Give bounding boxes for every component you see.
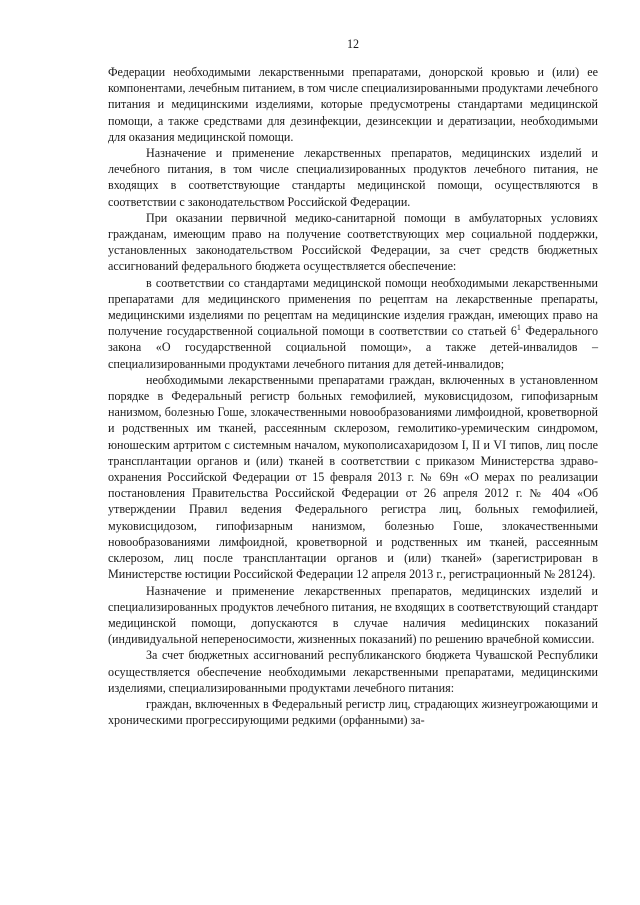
paragraph-6: Назначение и применение лекарственных препаратов, медицинских изделий и специализированных продуктов лечебного питания, не входящих в соответствующий стандарт медицинской помощи, допускаются в случае наличия меdицинских показаний (индивидуальной непереносимости, жизненных показаний) по решению врачебной комиссии. — [108, 583, 598, 647]
paragraph-4 — [108, 275, 598, 372]
article-superscript: 1 — [516, 323, 521, 333]
paragraph-3: При оказании первичной медико-санитарной помощи в амбулаторных условиях гражданам, имеющим право на получение соответствующих мер социальной поддержки, установленных законодательством Российской Федерации, за счет средств бюджетных ассигнований федерального бюджета осуществляется обеспечение: — [108, 210, 598, 274]
paragraph-4-text-before: в соответствии со стандартами медицинской помощи необходимыми лекарственными препаратами для медицинского применения по рецептам на лекарственные препараты, медицинскими изделиями по рецептам на медицинские изделия граждан, имеющих право на получение государственной социальной помощи в соответствии со статьей 6 — [108, 275, 598, 339]
paragraph-2: Назначение и применение лекарственных препаратов, медицинских изделий и лечебного питания, в том числе специализированных продуктов лечебного питания, не входящих в соответствующие стандарты медицинской помощи, осуществляются в соответствии с законодательством Российской Федерации. — [108, 146, 598, 209]
paragraph-1: Федерации необходимыми лекарственными препаратами, донорской кровью и (или) ее компонентами, лечебным питанием, в том числе специализированными продуктами лечебного питания и медицинскими изделиями, которые предусмотрены стандартами медицинской помощи, а также средствами для дезинфекции, дезинсекции и дератизации, необходимыми для оказания медицинской помощи. — [108, 65, 598, 144]
paragraph-5: необходимыми лекарственными препаратами граждан, включенных в установленном порядке в Федеральный регистр больных гемофилией, муковисцидозом, гипофизарным нанизмом, болезнью Гоше, злокачественными новообразованиями лимфоидной, кроветворной и родственных им тканей, рассеянным склерозом, гемолитико-уремическим синдромом, юношеским артритом с системным началом, мукополисахаридозом I, II и VI типов, лиц после трансплантации органов и (или) тканей в соответствии с приказом Министерства здравоохранения Российской Федерации от 15 февраля 2013 г. № 69н «О мерах по реализации постановления Правительства Российской Федерации от 26 апреля 2012 г. № 404 «Об утверждении Правил ведения Федерального регистра лиц, больных гемофилией, муковисцидозом, гипофизарным нанизмом, болезнью Гоше, злокачественными новообразованиями лимфоидной, кроветворной и родственных им тканей, рассеянным склерозом, лиц после трансплантации органов и (или) тканей» (зарегистрирован в Министерстве юстиции Российской Федерации 12 апреля 2013 г., регистрационный № 28124). — [108, 372, 598, 582]
paragraph-8: граждан, включенных в Федеральный регистр лиц, страдающих жизнеугрожающими и хроническими прогрессирующими редкими (орфанными) за- — [108, 696, 598, 728]
page-number: 12 — [346, 37, 360, 51]
paragraph-7: За счет бюджетных ассигнований республиканского бюджета Чувашской Республики осуществляется обеспечение необходимыми лекарственными препаратами, медицинскими изделиями, специализированными продуктами лечебного питания: — [108, 648, 598, 695]
paragraph-4-text-after: Федерального закона «О государственной социальной помощи», а также детей-инвалидов – специализированными продуктами лечебного питания для детей-инвалидов; — [108, 324, 598, 371]
